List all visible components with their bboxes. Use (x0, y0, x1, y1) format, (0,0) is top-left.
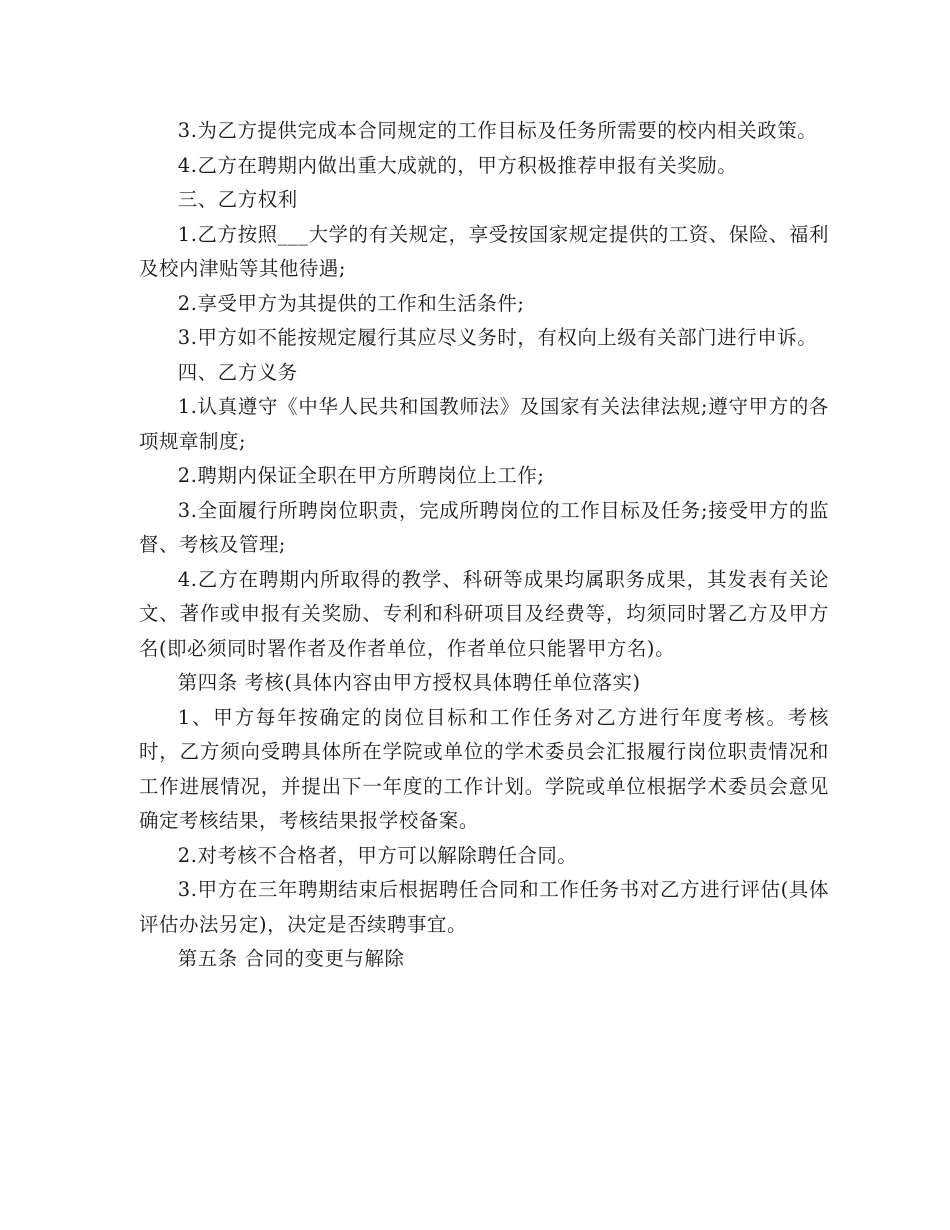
article-heading: 第四条 考核(具体内容由甲方授权具体聘任单位落实) (177, 671, 641, 694)
paragraph: 3.为乙方提供完成本合同规定的工作目标及任务所需要的校内相关政策。 (177, 119, 818, 142)
paragraph: 2.对考核不合格者，甲方可以解除聘任合同。 (177, 843, 578, 867)
paragraph: 3.甲方在三年聘期结束后根据聘任合同和工作任务书对乙方进行评估(具体评估办法另定)，决定是否续聘事宜。 (139, 878, 829, 936)
article-heading: 第五条 合同的变更与解除 (177, 947, 405, 970)
paragraph: 1、甲方每年按确定的岗位目标和工作任务对乙方进行年度考核。考核时，乙方须向受聘具体所在学院或单位的学术委员会汇报履行岗位职责情况和工作进展情况，并提出下一年度的工作计划。学院或单位根据学术委员会意见确定考核结果，考核结果报学校备案。 (139, 705, 829, 832)
paragraph: 3.全面履行所聘岗位职责，完成所聘岗位的工作目标及任务;接受甲方的监督、考核及管理; (139, 498, 829, 556)
document-body (139, 114, 829, 977)
paragraph: 2.享受甲方为其提供的工作和生活条件; (177, 291, 525, 315)
paragraph: 2.聘期内保证全职在甲方所聘岗位上工作; (177, 464, 545, 487)
paragraph: 4.乙方在聘期内做出重大成就的，甲方积极推荐申报有关奖励。 (177, 153, 738, 177)
paragraph: 4.乙方在聘期内所取得的教学、科研等成果均属职务成果，其发表有关论文、著作或申报有关奖励、专利和科研项目及经费等，均须同时署乙方及甲方名(即必须同时署作者及作者单位，作者单位只能署甲方名)。 (139, 567, 829, 660)
paragraph: 1.乙方按照___大学的有关规定，享受按国家规定提供的工资、保险、福利及校内津贴等其他待遇; (139, 222, 829, 280)
paragraph: 3.甲方如不能按规定履行其应尽义务时，有权向上级有关部门进行申诉。 (177, 326, 818, 349)
paragraph: 1.认真遵守《中华人民共和国教师法》及国家有关法律法规;遵守甲方的各项规章制度; (139, 395, 829, 453)
section-heading: 四、乙方义务 (177, 360, 298, 384)
section-heading: 三、乙方权利 (177, 188, 298, 211)
